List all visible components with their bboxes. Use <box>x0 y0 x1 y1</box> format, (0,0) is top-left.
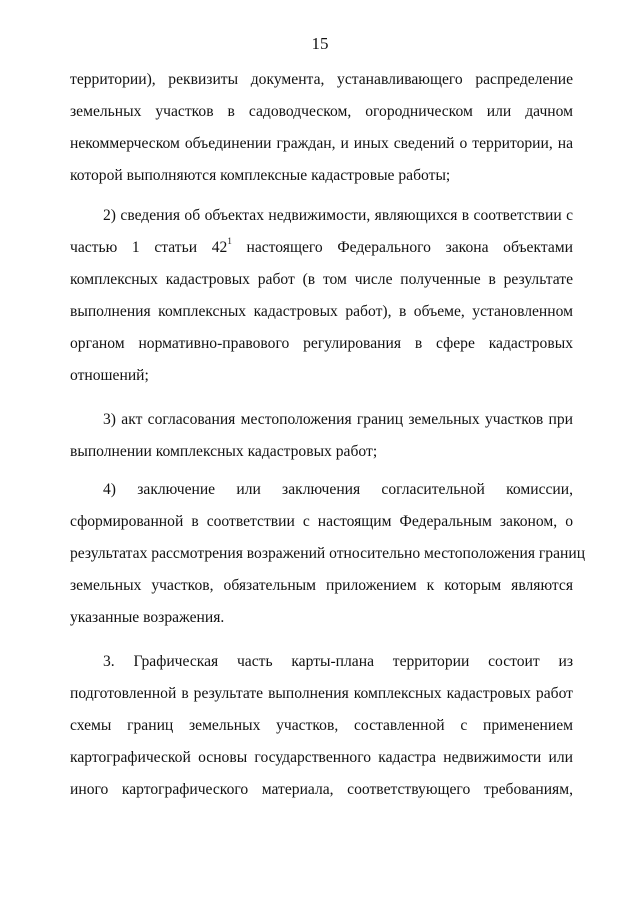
text-fragment: настоящего Федерального закона объектами <box>231 239 573 256</box>
text-line: территории), реквизиты документа, устанавливающего распределение <box>70 71 573 88</box>
text-line: комплексных кадастровых работ (в том числе полученные в результате <box>70 271 573 288</box>
text-line: 3) акт согласования местоположения границ земельных участков при <box>103 411 573 428</box>
text-line: иного картографического материала, соответствующего требованиям, <box>70 781 573 798</box>
text-line: картографической основы государственного кадастра недвижимости или <box>70 749 573 766</box>
text-line: 3. Графическая часть карты-плана территории состоит из <box>103 653 573 670</box>
text-line: земельных участков в садоводческом, огородническом или дачном <box>70 103 573 120</box>
text-line: результатах рассмотрения возражений относительно местоположения границ <box>70 545 586 562</box>
text-line: схемы границ земельных участков, составленной с применением <box>70 717 573 734</box>
superscript: 1 <box>227 235 232 246</box>
text-line: органом нормативно-правового регулирования в сфере кадастровых <box>70 335 573 352</box>
paragraph-5 <box>70 646 573 806</box>
text-line: некоммерческом объединении граждан, и иных сведений о территории, на <box>70 135 573 152</box>
text-line: выполнении комплексных кадастровых работ; <box>70 443 378 460</box>
paragraph-3 <box>70 404 573 468</box>
text-line: подготовленной в результате выполнения комплексных кадастровых работ <box>70 685 573 702</box>
text-line: сформированной в соответствии с настоящим Федеральным законом, о <box>70 513 573 530</box>
text-line: 2) сведения об объектах недвижимости, являющихся в соответствии с <box>103 207 573 224</box>
paragraph-2 <box>70 200 573 392</box>
text-fragment: частью 1 статьи 42 <box>70 239 228 256</box>
page-number: 15 <box>311 34 329 53</box>
text-line: земельных участков, обязательным приложением к которым являются <box>70 577 573 594</box>
paragraph-4 <box>70 474 586 634</box>
paragraph-1 <box>70 64 573 192</box>
text-line <box>70 232 573 264</box>
text-line: которой выполняются комплексные кадастровые работы; <box>70 167 451 184</box>
text-line: отношений; <box>70 367 149 384</box>
text-line: 4) заключение или заключения согласительной комиссии, <box>103 481 573 498</box>
text-line: указанные возражения. <box>70 609 225 626</box>
text-line: выполнения комплексных кадастровых работ), в объеме, установленном <box>70 303 573 320</box>
